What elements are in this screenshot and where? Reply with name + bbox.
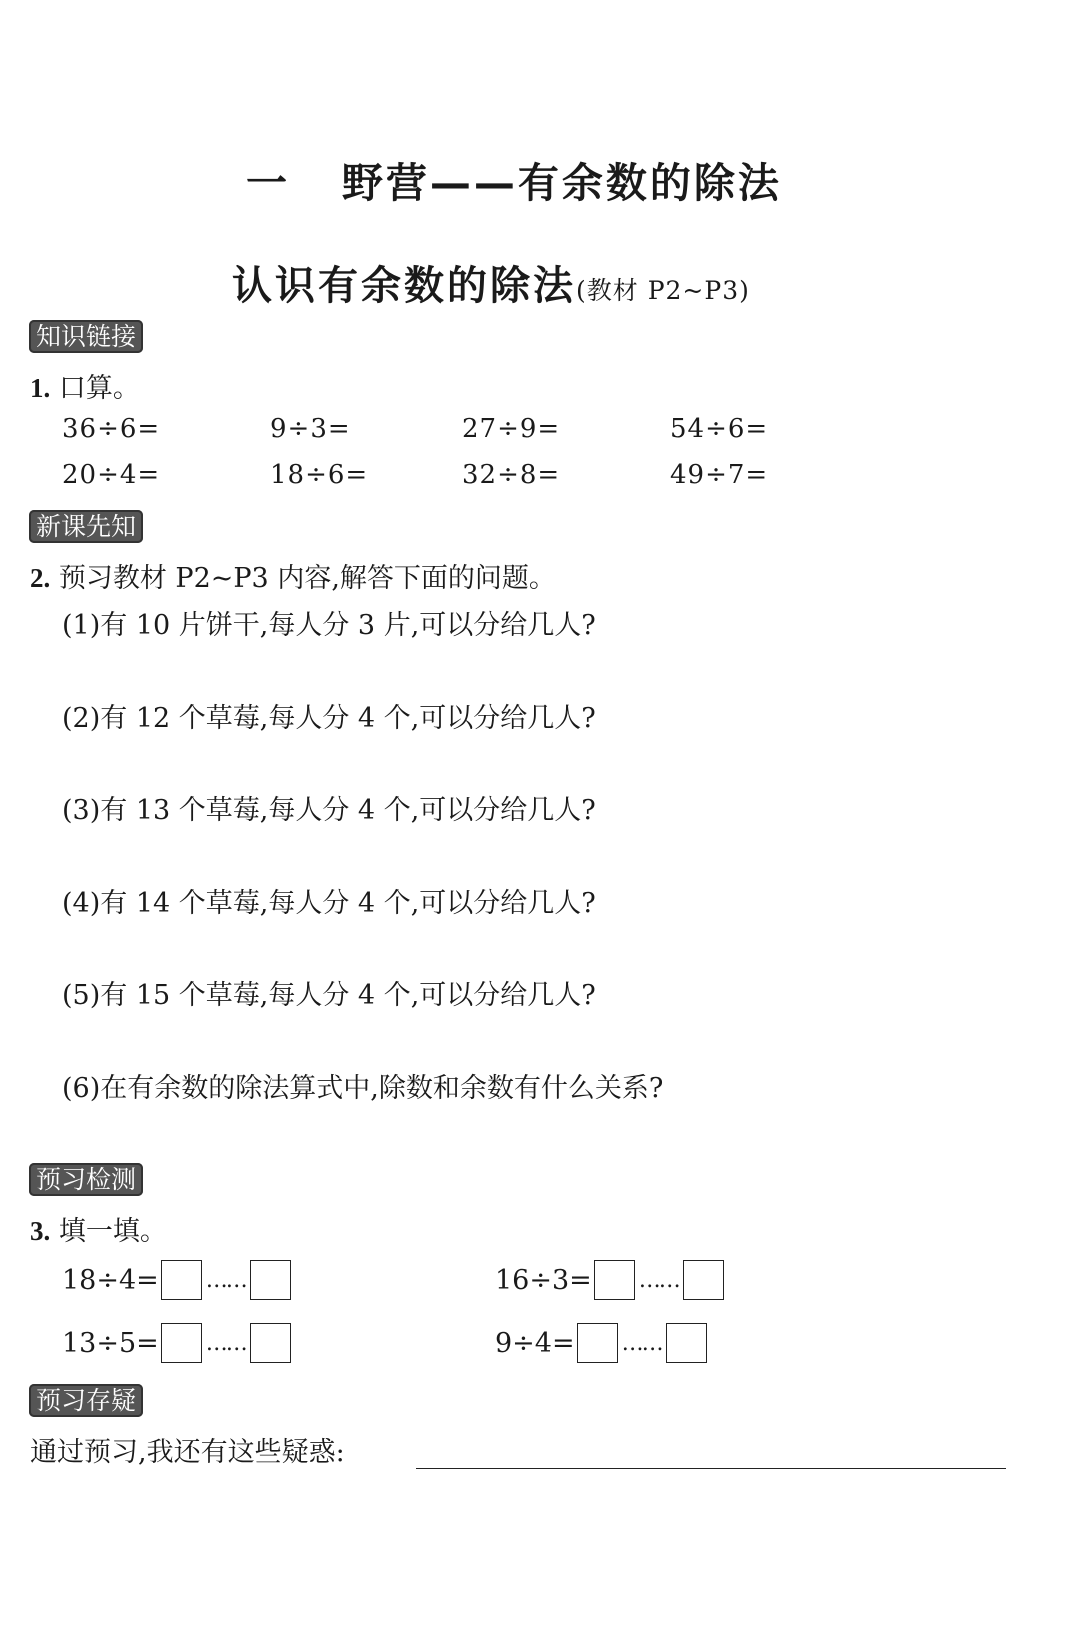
oral-calc-item: 36÷6=: [62, 414, 161, 444]
remainder-answer-box[interactable]: [666, 1323, 707, 1363]
question-3-title: [30, 1209, 167, 1248]
oral-calc-item: 20÷4=: [62, 460, 161, 490]
question-1-title: [30, 366, 140, 405]
quotient-answer-box[interactable]: [161, 1323, 202, 1363]
section-tag-doubt: 预习存疑: [29, 1384, 143, 1417]
lesson-title: [232, 254, 750, 311]
division-expression: 9÷4=: [495, 1327, 575, 1359]
sub-question: (4)有 14 个草莓,每人分 4 个,可以分给几人?: [62, 888, 596, 919]
question-text: 口算。: [58, 373, 140, 404]
division-expression: 18÷4=: [62, 1264, 159, 1296]
fill-item: [62, 1260, 291, 1300]
question-number: 2.: [30, 563, 51, 593]
question-text: 预习教材 P2~P3 内容,解答下面的问题。: [58, 563, 556, 594]
oral-calc-item: 32÷8=: [462, 460, 561, 490]
quotient-answer-box[interactable]: [161, 1260, 202, 1300]
textbook-reference: (教材 P2~P3): [576, 276, 750, 305]
oral-calc-item: 18÷6=: [270, 460, 369, 490]
remainder-answer-box[interactable]: [250, 1323, 291, 1363]
doubt-answer-line[interactable]: [416, 1468, 1006, 1469]
sub-question: (6)在有余数的除法算式中,除数和余数有什么关系?: [62, 1073, 664, 1104]
remainder-answer-box[interactable]: [250, 1260, 291, 1300]
division-expression: 13÷5=: [62, 1327, 159, 1359]
question-2-title: [30, 556, 556, 595]
sub-question: (3)有 13 个草莓,每人分 4 个,可以分给几人?: [62, 795, 596, 826]
question-number: 3.: [30, 1216, 51, 1246]
fill-item: [62, 1323, 291, 1363]
oral-calc-item: 9÷3=: [270, 414, 351, 444]
oral-calc-item: 49÷7=: [670, 460, 769, 490]
remainder-separator: ……: [621, 1330, 662, 1356]
fill-item: [495, 1323, 707, 1363]
remainder-separator: ……: [638, 1267, 679, 1293]
section-tag-preview: 新课先知: [29, 510, 143, 543]
doubt-prompt: 通过预习,我还有这些疑惑:: [30, 1437, 345, 1468]
sub-question: (1)有 10 片饼干,每人分 3 片,可以分给几人?: [62, 610, 596, 641]
question-text: 填一填。: [58, 1216, 167, 1247]
oral-calc-item: 27÷9=: [462, 414, 561, 444]
sub-question: (2)有 12 个草莓,每人分 4 个,可以分给几人?: [62, 703, 596, 734]
division-expression: 16÷3=: [495, 1264, 592, 1296]
section-tag-check: 预习检测: [29, 1163, 143, 1196]
quotient-answer-box[interactable]: [594, 1260, 635, 1300]
question-number: 1.: [30, 373, 51, 403]
fill-item: [495, 1260, 724, 1300]
remainder-separator: ……: [205, 1267, 246, 1293]
remainder-answer-box[interactable]: [683, 1260, 724, 1300]
remainder-separator: ……: [205, 1330, 246, 1356]
sub-question: (5)有 15 个草莓,每人分 4 个,可以分给几人?: [62, 980, 596, 1011]
oral-calc-item: 54÷6=: [670, 414, 769, 444]
lesson-title-text: 认识有余数的除法: [232, 263, 576, 309]
quotient-answer-box[interactable]: [577, 1323, 618, 1363]
section-tag-link: 知识链接: [29, 320, 143, 353]
chapter-title: 一 野营——有余数的除法: [246, 159, 782, 207]
